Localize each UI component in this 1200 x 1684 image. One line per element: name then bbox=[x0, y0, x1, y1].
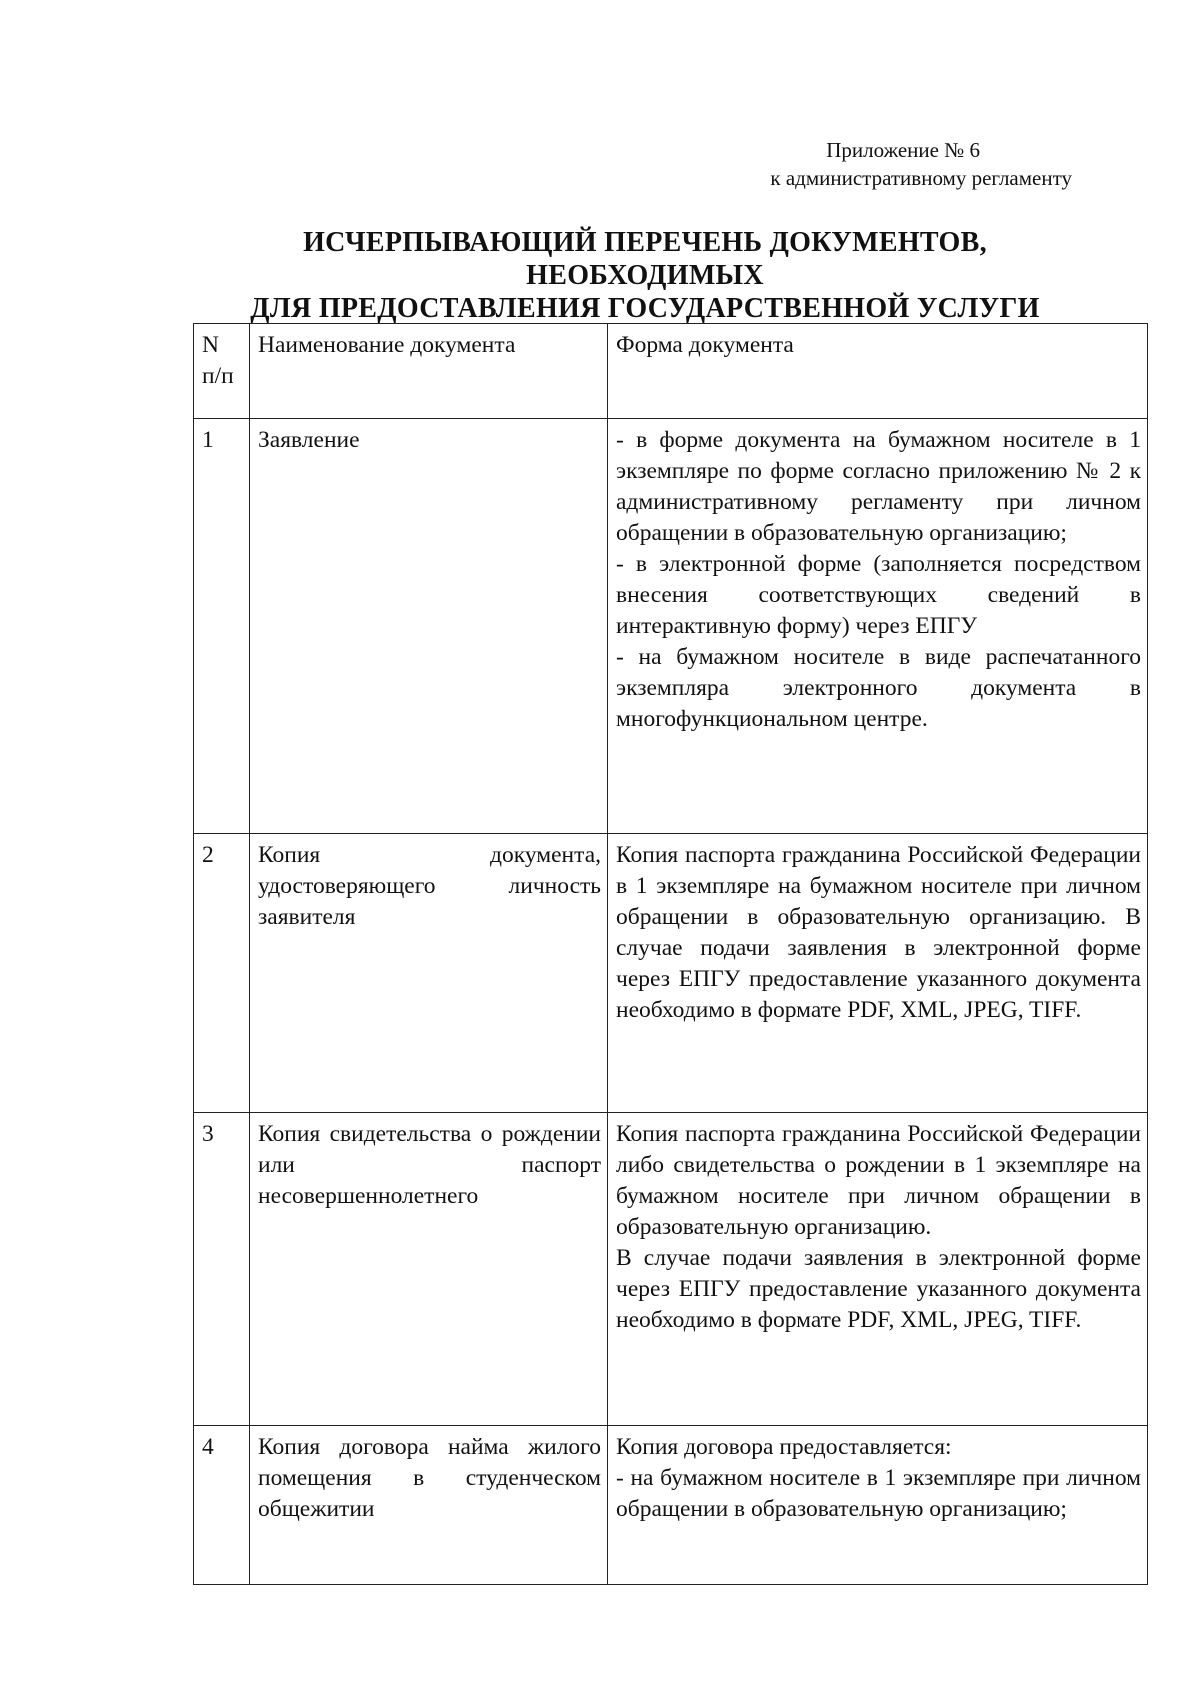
appendix-note bbox=[770, 136, 1072, 192]
header-number: N п/п bbox=[194, 324, 250, 419]
row-document-name: Копия документа, удостоверяющего личность заявителя bbox=[250, 834, 608, 1113]
form-paragraph: Копия паспорта гражданина Российской Федерации либо свидетельства о рождении в 1 экземпляре на бумажном носителе при личном обращении в образовательную организацию. bbox=[616, 1121, 1141, 1240]
row-number: 2 bbox=[194, 834, 250, 1113]
row-number: 3 bbox=[194, 1113, 250, 1426]
row-number: 1 bbox=[194, 419, 250, 834]
row-document-form bbox=[608, 1113, 1148, 1426]
appendix-number: Приложение № 6 bbox=[826, 138, 980, 162]
form-paragraph: - на бумажном носителе в 1 экземпляре при личном обращении в образовательную организацию; bbox=[616, 1465, 1141, 1522]
table-row bbox=[194, 1426, 1148, 1585]
row-document-form bbox=[608, 419, 1148, 834]
title-line-1: ИСЧЕРПЫВАЮЩИЙ ПЕРЕЧЕНЬ ДОКУМЕНТОВ, НЕОБХОДИМЫХ bbox=[303, 227, 987, 291]
document-title bbox=[190, 226, 1100, 325]
row-document-name: Копия договора найма жилого помещения в студенческом общежитии bbox=[250, 1426, 608, 1585]
documents-table bbox=[193, 323, 1148, 1585]
form-paragraph: Копия договора предоставляется: bbox=[616, 1434, 952, 1460]
form-paragraph: - в электронной форме (заполняется посредством внесения соответствующих сведений в интерактивную форму) через ЕПГУ bbox=[616, 551, 1141, 639]
form-paragraph: В случае подачи заявления в электронной форме через ЕПГУ предоставление указанного документа необходимо в формате PDF, XML, JPEG, TIFF. bbox=[616, 1245, 1141, 1333]
table-row bbox=[194, 419, 1148, 834]
table-header-row bbox=[194, 324, 1148, 419]
row-number: 4 bbox=[194, 1426, 250, 1585]
form-paragraph: - на бумажном носителе в виде распечатанного экземпляра электронного документа в многофункциональном центре. bbox=[616, 644, 1141, 732]
table-row bbox=[194, 1113, 1148, 1426]
row-document-form bbox=[608, 834, 1148, 1113]
title-line-2: ДЛЯ ПРЕДОСТАВЛЕНИЯ ГОСУДАРСТВЕННОЙ УСЛУГИ bbox=[250, 293, 1040, 324]
row-document-name: Заявление bbox=[250, 419, 608, 834]
row-document-name: Копия свидетельства о рождении или паспорт несовершеннолетнего bbox=[250, 1113, 608, 1426]
appendix-reference: к административному регламенту bbox=[770, 166, 1072, 190]
header-document-form: Форма документа bbox=[608, 324, 1148, 419]
row-document-form bbox=[608, 1426, 1148, 1585]
header-document-name: Наименование документа bbox=[250, 324, 608, 419]
table-row bbox=[194, 834, 1148, 1113]
form-paragraph: Копия паспорта гражданина Российской Федерации в 1 экземпляре на бумажном носителе при личном обращении в образовательную организацию. В случае подачи заявления в электронной форме через ЕПГУ предоставление указанного документа необходимо в формате PDF, XML, JPEG, TIFF. bbox=[616, 842, 1141, 1023]
form-paragraph: - в форме документа на бумажном носителе в 1 экземпляре по форме согласно приложению № 2 к административному регламенту при личном обращении в образовательную организацию; bbox=[616, 427, 1141, 546]
